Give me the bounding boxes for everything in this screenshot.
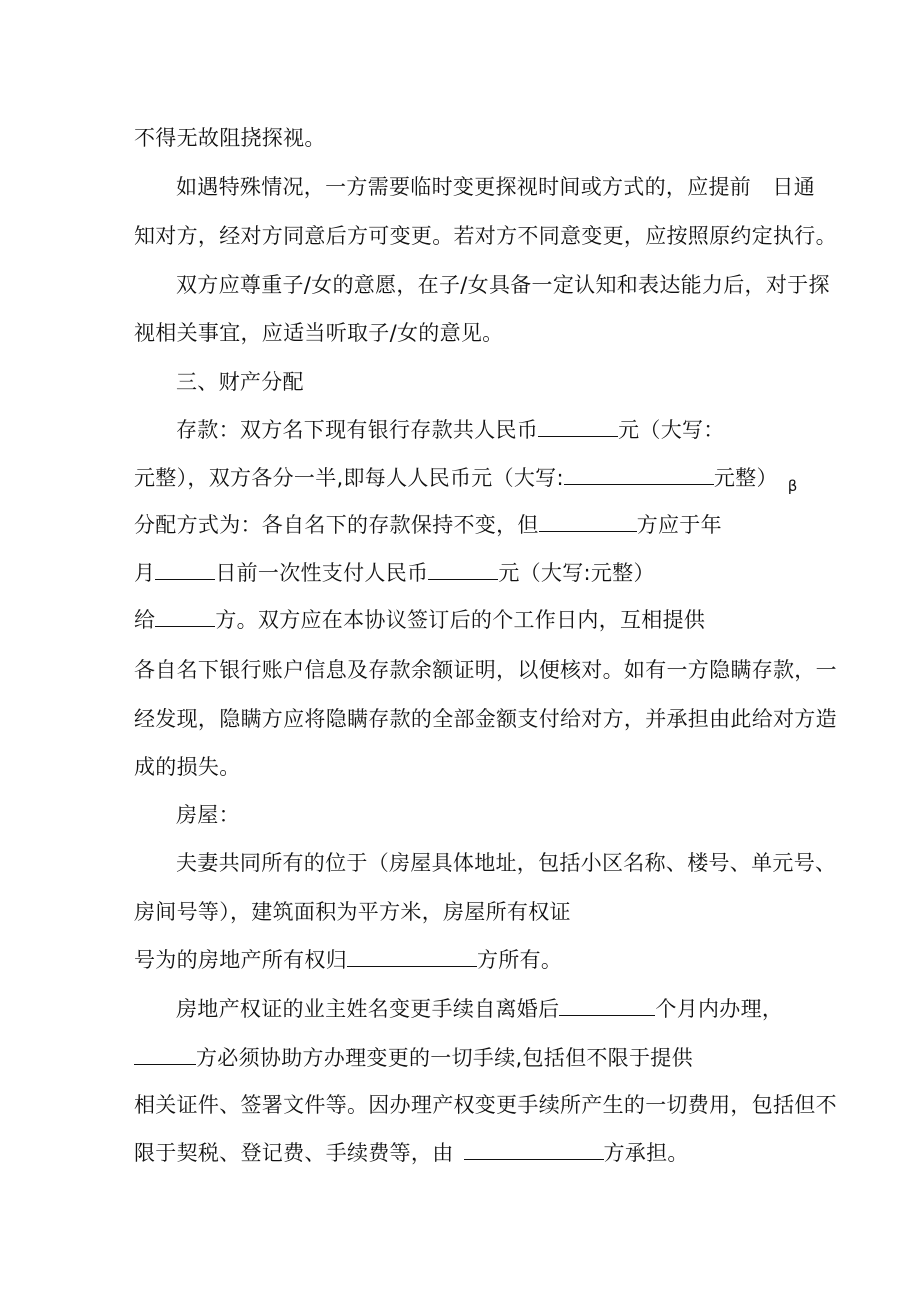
- text: 号为的房地产所有权归: [134, 948, 347, 972]
- text: 限于契税、登记费、手续费等，由: [134, 1141, 454, 1165]
- text-line: [176, 172, 815, 202]
- fill-blank: [564, 464, 714, 485]
- text: 日前一次性支付人民币: [215, 561, 429, 585]
- text: 方应于年: [636, 513, 722, 537]
- text: 不得无故阻挠探视。: [134, 126, 326, 150]
- section-heading: [176, 367, 304, 397]
- text-line: [134, 510, 722, 540]
- text: 三、财产分配: [176, 370, 304, 394]
- text: 成的损失。: [134, 755, 241, 779]
- text: 房间号等），建筑面积为平方米，房屋所有权证: [134, 900, 571, 924]
- text: 双方应尊重子/女的意愿，在子/女具备一定认知和表达能力后，对于探: [176, 273, 830, 297]
- text: 夫妻共同所有的位于（房屋具体地址，包括小区名称、楼号、单元号、: [176, 851, 837, 875]
- fill-blank: [559, 995, 655, 1016]
- text: 方承担。: [603, 1141, 689, 1165]
- fill-blank: [464, 1139, 604, 1160]
- text: 元（大写：: [618, 418, 725, 442]
- text-line: [134, 558, 655, 588]
- fill-blank: [347, 946, 477, 967]
- text-line: [176, 415, 725, 445]
- text-line: [134, 945, 562, 975]
- text-line: [134, 752, 241, 782]
- text-line: [176, 994, 783, 1024]
- text-line: [134, 1043, 693, 1073]
- text-line: [134, 655, 837, 685]
- text: 方。双方应在本协议签订后的个工作日内，互相提供: [215, 608, 706, 632]
- text: 月: [134, 561, 156, 585]
- section-heading: [176, 800, 240, 830]
- text: 方所有。: [477, 948, 563, 972]
- text: 分配方式为：各自名下的存款保持不变，但: [134, 513, 539, 537]
- text-line: [176, 270, 830, 300]
- text-line: [134, 605, 705, 635]
- text: 方必须协助方办理变更的一切手续,包括但不限于提供: [196, 1046, 693, 1070]
- text-line: [134, 463, 798, 495]
- text-line: [134, 1138, 689, 1168]
- text: 视相关事宜，应适当听取子/女的意见。: [134, 321, 504, 345]
- text: 元整），双方各分一半,即每人人民币元（大写:: [134, 466, 564, 490]
- text: 如遇特殊情况，一方需要临时变更探视时间或方式的，应提前 日通: [176, 175, 815, 199]
- fill-blank: [155, 606, 215, 627]
- text: 个月内办理，: [655, 997, 784, 1021]
- text: 经发现，隐瞒方应将隐瞒存款的全部金额支付给对方，并承担由此给对方造: [134, 707, 837, 731]
- fill-blank: [538, 416, 618, 437]
- text: 知对方，经对方同意后方可变更。若对方不同意变更，应按照原约定执行。: [134, 224, 837, 248]
- text-line: [134, 897, 571, 927]
- text: 元整）: [713, 466, 778, 490]
- fill-blank: [155, 559, 215, 580]
- text: 相关证件、签署文件等。因办理产权变更手续所产生的一切费用，包括但不: [134, 1093, 837, 1117]
- text-line: [134, 318, 503, 348]
- text: 各自名下银行账户信息及存款余额证明，以便核对。如有一方隐瞒存款，一: [134, 658, 837, 682]
- fill-blank: [428, 559, 498, 580]
- text: 存款：双方名下现有银行存款共人民币: [176, 418, 539, 442]
- text: 房屋：: [176, 803, 240, 827]
- fill-blank: [539, 511, 637, 532]
- stray-mark: β: [787, 477, 798, 495]
- text-line: [134, 704, 837, 734]
- text-line: [134, 1090, 837, 1120]
- text: 给: [134, 608, 156, 632]
- text: 元（大写:元整）: [498, 561, 655, 585]
- text: 房地产权证的业主姓名变更手续自离婚后: [176, 997, 560, 1021]
- text-line: [176, 848, 836, 878]
- text-line: [134, 221, 837, 251]
- text-line: [134, 123, 326, 153]
- fill-blank: [134, 1044, 196, 1065]
